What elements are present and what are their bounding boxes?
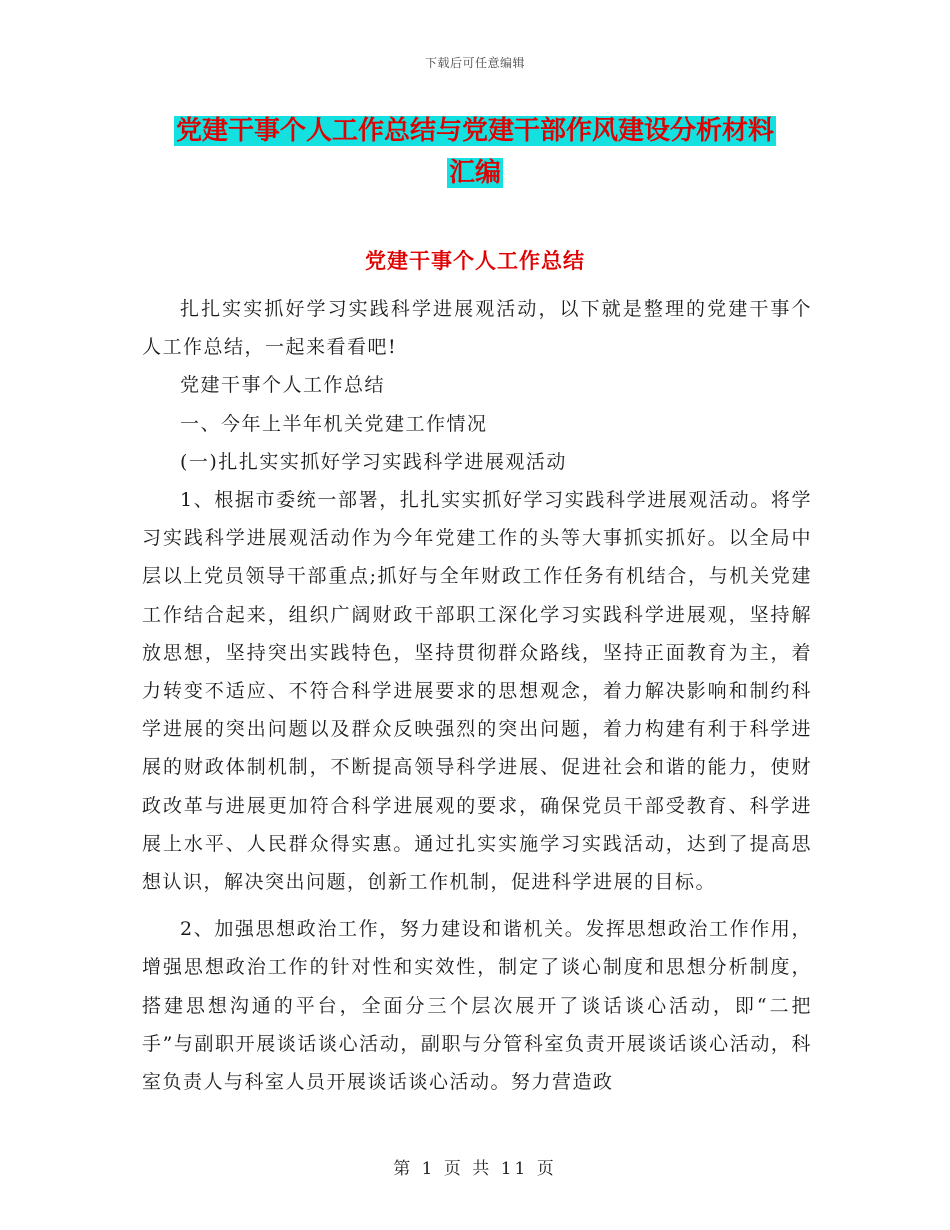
document-body bbox=[142, 290, 812, 1101]
title-line-2: 汇编 bbox=[448, 158, 501, 188]
document-title bbox=[0, 110, 950, 194]
page-footer: 第 1 页 共 11 页 bbox=[393, 1159, 557, 1179]
paragraph-intro: 扎扎实实抓好学习实践科学进展观活动，以下就是整理的党建干事个人工作总结，一起来看看吧! bbox=[142, 298, 812, 359]
header-note: 下载后可任意编辑 bbox=[424, 56, 525, 70]
paragraph-heading-1: 一、今年上半年机关党建工作情况 bbox=[180, 412, 488, 435]
paragraph-heading-1-1: (一)扎扎实实抓好学习实践科学进展观活动 bbox=[180, 450, 567, 473]
paragraph-item-2: 2、加强思想政治工作，努力建设和谐机关。发挥思想政治工作作用，增强思想政治工作的针对性和实效性，制定了谈心制度和思想分析制度，搭建思想沟通的平台，全面分三个层次展开了谈话谈心活动，即“二把手”与副职开展谈话谈心活动，副职与分管科室负责开展谈话谈心活动，科室负责人与科室人员开展谈话谈心活动。努力营造政 bbox=[142, 918, 812, 1094]
paragraph-subtitle: 党建干事个人工作总结 bbox=[180, 374, 386, 397]
title-line-1: 党建干事个人工作总结与党建干部作风建设分析材料 bbox=[175, 116, 774, 146]
paragraph-item-1: 1、根据市委统一部署，扎扎实实抓好学习实践科学进展观活动。将学习实践科学进展观活动作为今年党建工作的头等大事抓实抓好。以全局中层以上党员领导干部重点;抓好与全年财政工作任务有机结合，与机关党建工作结合起来，组织广阔财政干部职工深化学习实践科学进展观，坚持解放思想，坚持突出实践特色，坚持贯彻群众路线，坚持正面教育为主，着力转变不适应、不符合科学进展要求的思想观念，着力解决影响和制约科学进展的突出问题以及群众反映强烈的突出问题，着力构建有利于科学进展的财政体制机制，不断提高领导科学进展、促进社会和谐的能力，使财政改革与进展更加符合科学进展观的要求，确保党员干部受教育、科学进展上水平、人民群众得实惠。通过扎实实施学习实践活动，达到了提高思想认识，解决突出问题，创新工作机制，促进科学进展的目标。 bbox=[142, 489, 812, 894]
section-title: 党建干事个人工作总结 bbox=[365, 249, 585, 273]
